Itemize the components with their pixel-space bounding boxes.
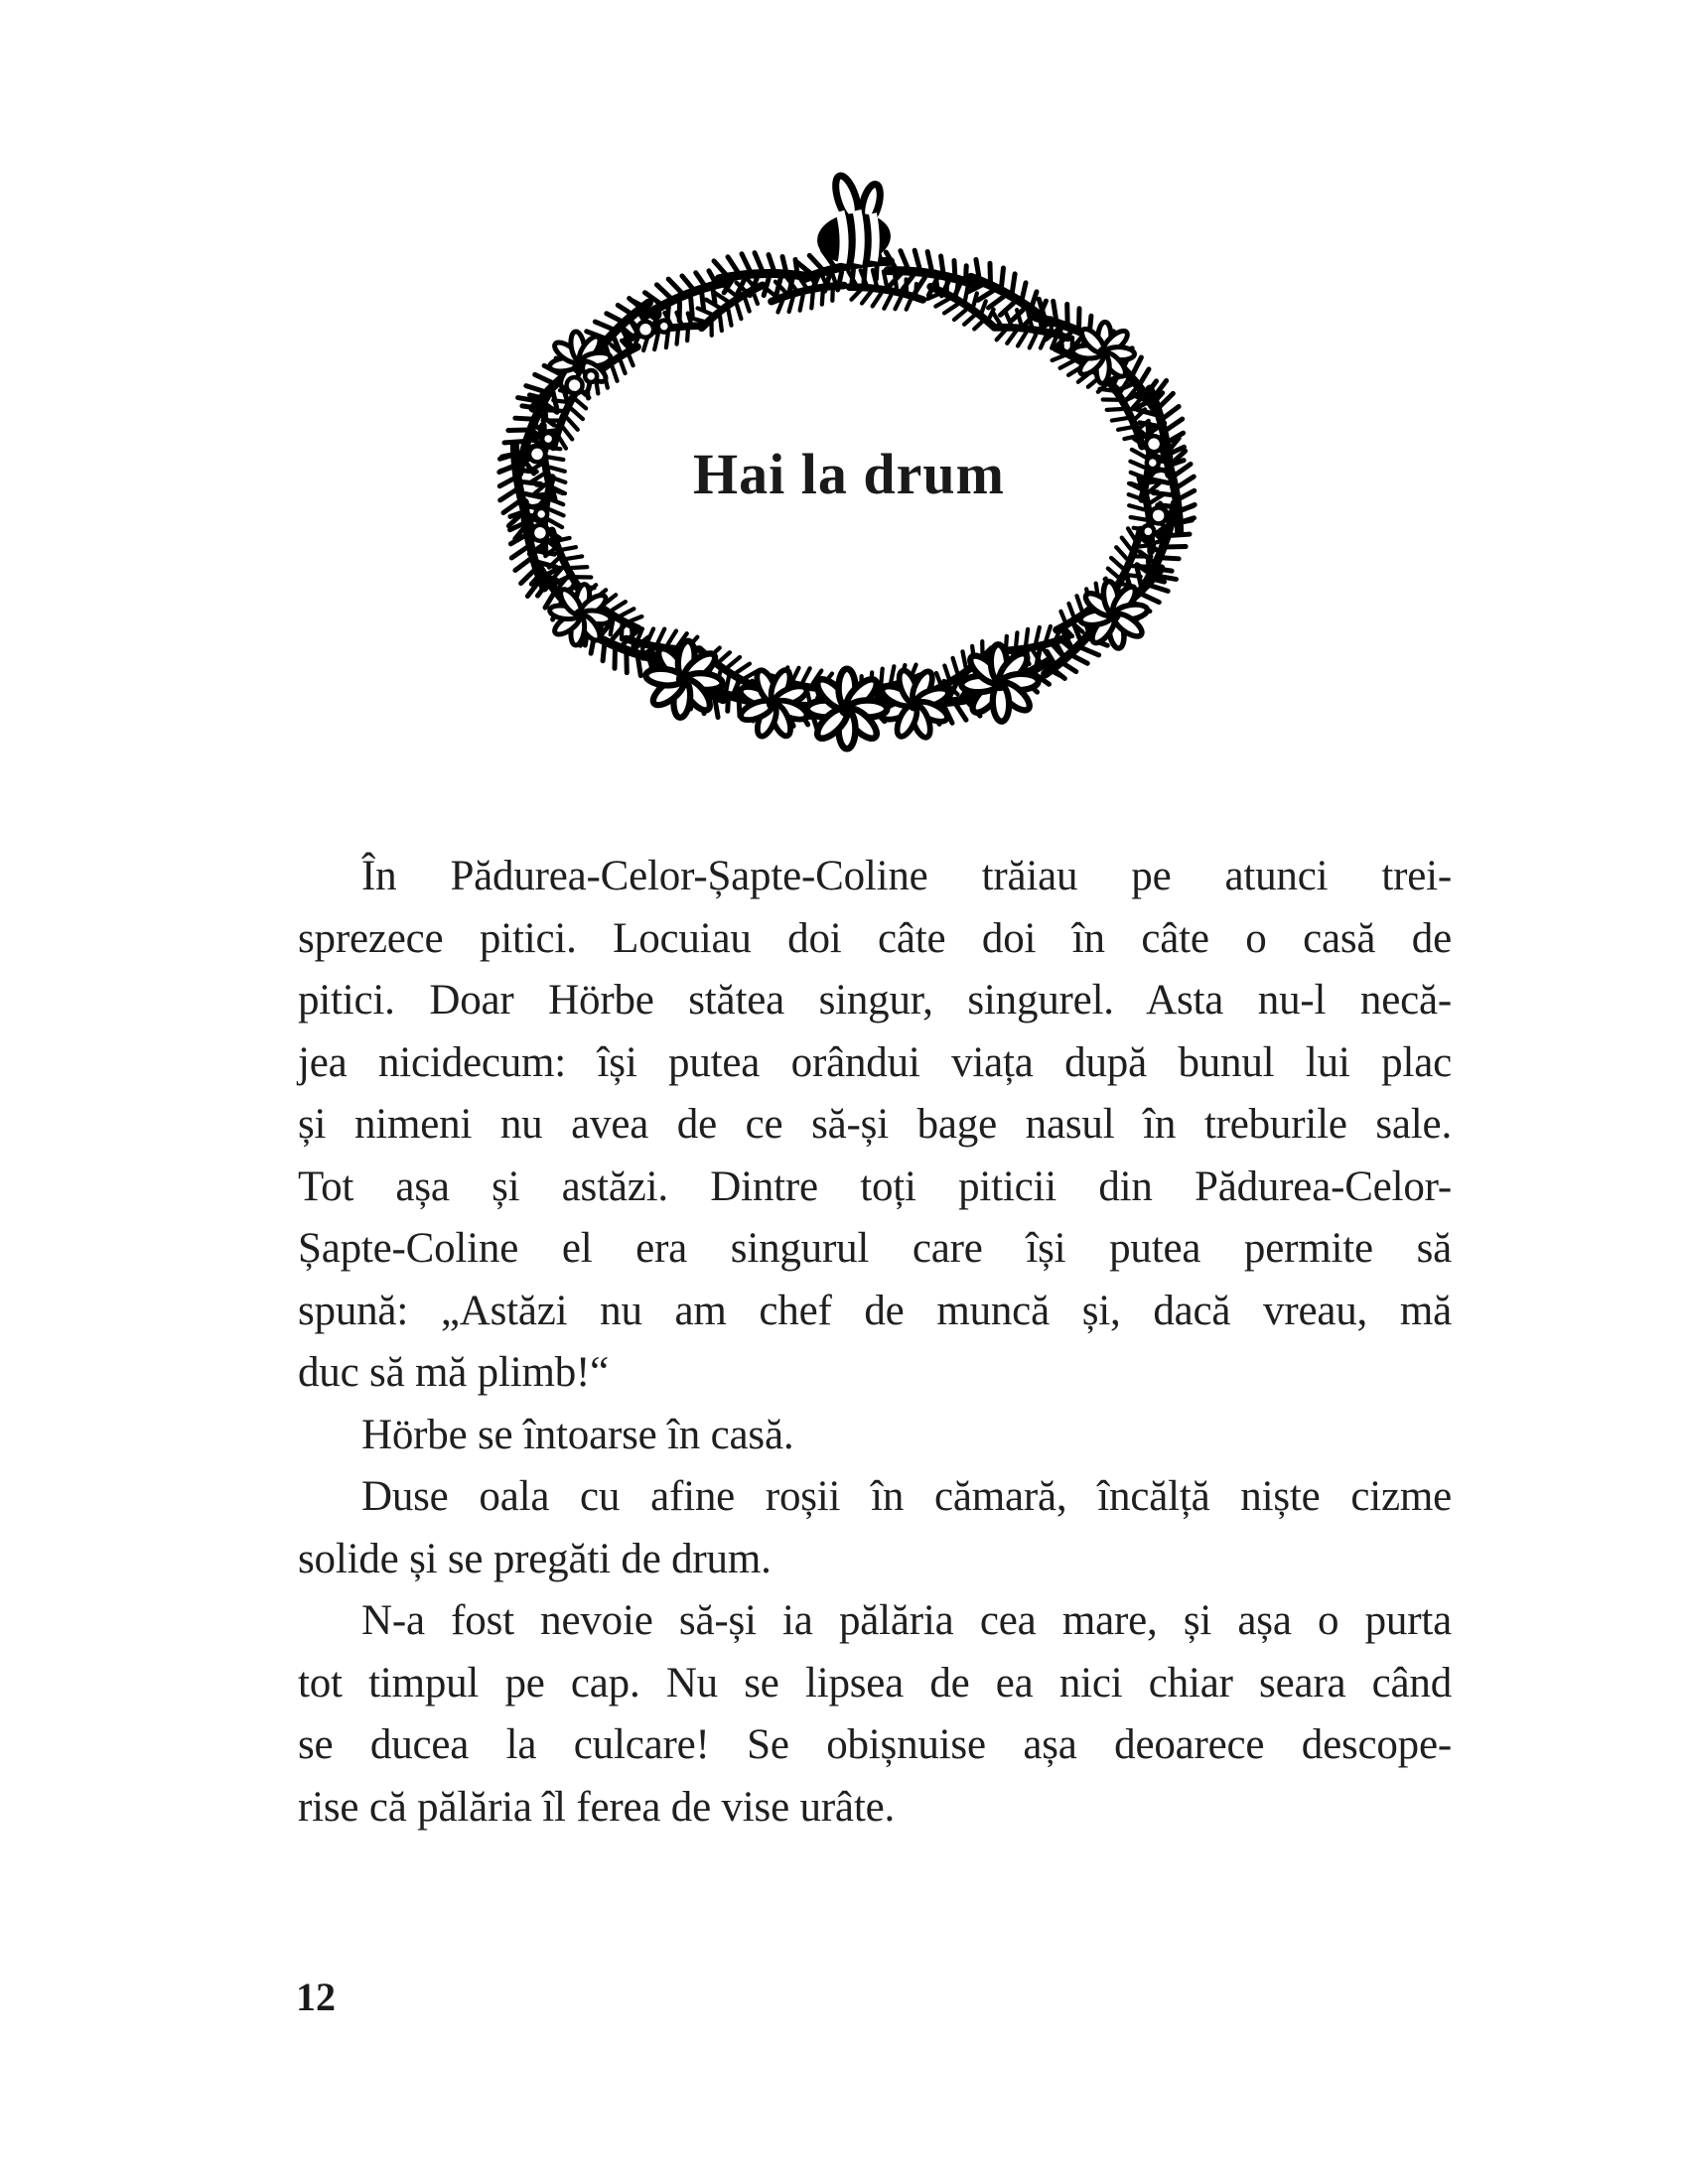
text-line: se ducea la culcare! Se obișnuise așa deoarece descope- xyxy=(298,1721,1452,1768)
wreath-illustration xyxy=(465,161,1233,780)
text-line: tot timpul pe cap. Nu se lipsea de ea nici chiar seara când xyxy=(298,1659,1452,1706)
bee-icon xyxy=(815,173,894,266)
body-text xyxy=(298,846,1452,1839)
text-line: spună: „Astăzi nu am chef de muncă și, dacă vreau, mă xyxy=(298,1287,1452,1334)
text-line: Hörbe se întoarse în casă. xyxy=(361,1411,794,1458)
daisy-flower xyxy=(1071,321,1136,385)
text-line: Șapte-Coline el era singurul care își putea permite să xyxy=(298,1225,1452,1272)
page-number: 12 xyxy=(296,1975,336,2019)
text-line: În Pădurea-Celor-Șapte-Coline trăiau pe atunci trei- xyxy=(361,853,1452,899)
text-line: și nimeni nu avea de ce să-și bage nasul în treburile sale. xyxy=(298,1101,1452,1148)
text-line: duc să mă plimb!“ xyxy=(298,1349,610,1396)
chapter-title: Hai la drum xyxy=(693,442,1005,506)
text-line: Duse oala cu afine roșii în cămară, încălță niște cizme xyxy=(361,1473,1452,1520)
text-line: solide și se pregăti de drum. xyxy=(298,1535,772,1582)
text-line: jea nicidecum: își putea orândui viața după bunul lui plac xyxy=(298,1038,1452,1086)
text-line: Tot așa și astăzi. Dintre toți piticii din Pădurea-Celor- xyxy=(298,1162,1452,1210)
text-line: N-a fost nevoie să-și ia pălăria cea mare, și așa o purta xyxy=(361,1597,1452,1644)
text-line: pitici. Doar Hörbe stătea singur, singurel. Asta nu-l necă- xyxy=(298,977,1452,1024)
daisy-flower xyxy=(807,669,888,750)
text-line: sprezece pitici. Locuiau doi câte doi în câte o casă de xyxy=(298,914,1452,962)
text-line: rise că pălăria îl ferea de vise urâte. xyxy=(298,1783,896,1831)
